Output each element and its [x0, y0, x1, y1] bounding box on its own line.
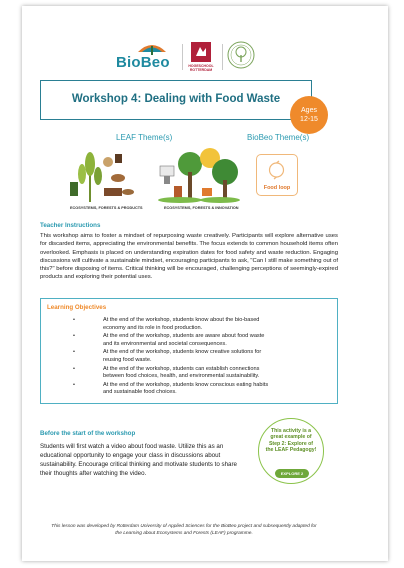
before-start-heading: Before the start of the workshop — [40, 430, 136, 437]
ages-badge — [290, 96, 328, 134]
before-start-text: Students will first watch a video about food waste. Utilize this as an educational opportunity to engage your class in discussions about sustainability. Encourage critical thinking and motivate students to share their thoughts after watching the video. — [40, 443, 237, 477]
leaf-themes-heading: LEAF Theme(s) — [116, 133, 173, 142]
leaf-seal-logo — [226, 40, 256, 74]
callout-text: This activity is a great example of Step 2: Explore of the LEAF Pedagogy! — [265, 428, 317, 454]
leaf-theme-illustrations — [60, 142, 250, 214]
hogeschool-logo — [183, 40, 219, 74]
leaf-pedagogy-callout — [258, 418, 324, 484]
hogeschool-emblem-icon — [191, 42, 211, 62]
list-item: • At the end of the workshop, students know about the bio-based economy and its role in food production. — [73, 317, 260, 331]
teacher-instructions-heading: Teacher Instructions — [40, 222, 101, 229]
hogeschool-name: HOGESCHOOL ROTTERDAM — [188, 64, 214, 72]
learning-objectives-list — [49, 317, 275, 398]
biobeo-themes-heading: BioBeo Theme(s) — [247, 133, 310, 142]
learning-objectives-heading: Learning Objectives — [47, 304, 107, 311]
list-item: • At the end of the workshop, students know conscious eating habits and sustainable food choices. — [73, 381, 269, 396]
list-item: • At the end of the workshop, students know creative solutions for reusing food waste. — [73, 349, 262, 363]
list-item: • At the end of the workshop, students can establish connections between food choices, health, and environmental sustainability. — [73, 365, 260, 380]
food-loop-theme-card — [256, 154, 298, 196]
food-loop-icon — [257, 155, 296, 183]
forest-products-illustration — [60, 142, 250, 206]
leaf-caption-products: ECOSYSTEMS, FORESTS & PRODUCTS — [70, 206, 143, 210]
leaf-caption-innovation: ECOSYSTEMS, FORESTS & INNOVATION — [164, 206, 239, 210]
biobeo-wordmark: BioBeo — [116, 54, 170, 71]
page-title: Workshop 4: Dealing with Food Waste — [71, 93, 281, 105]
teacher-instructions-text: This workshop aims to foster a mindset of repurposing waste creatively. Participants will explore alternative uses for discarded items, appreciating the environmental benefits. The focus extends to common household items often overlooked. Emphasis is placed on understanding expiration dates for food safety and waste reduction. Engaging discussions will cultivate a sustainable mindset, encouraging participants to ask, "Can I still make something out of this?" before disposing of items. Critical thinking will be encouraged, challenging perceptions of seemingly-expired products and exploring their potential uses. — [40, 233, 338, 281]
ages-label: Ages — [301, 107, 317, 114]
logo-divider — [222, 44, 223, 70]
title-box — [40, 80, 312, 120]
ages-range: 12-15 — [300, 116, 318, 123]
food-loop-label: Food loop — [263, 185, 291, 191]
learning-objectives-box — [40, 298, 338, 404]
logo-bar — [0, 40, 404, 74]
list-item: • At the end of the workshop, students are aware about food waste and its environmental and societal consequences. — [73, 333, 265, 347]
explore-step-badge: EXPLORE 2 — [275, 469, 309, 478]
footer-note: This lesson was developed by Rotterdam University of Applied Sciences for the BioBeo project and subsequently adapted for the Learning about Ecosystems and Forests (LEAF) programme. — [51, 524, 317, 536]
tree-seal-icon — [226, 40, 256, 74]
